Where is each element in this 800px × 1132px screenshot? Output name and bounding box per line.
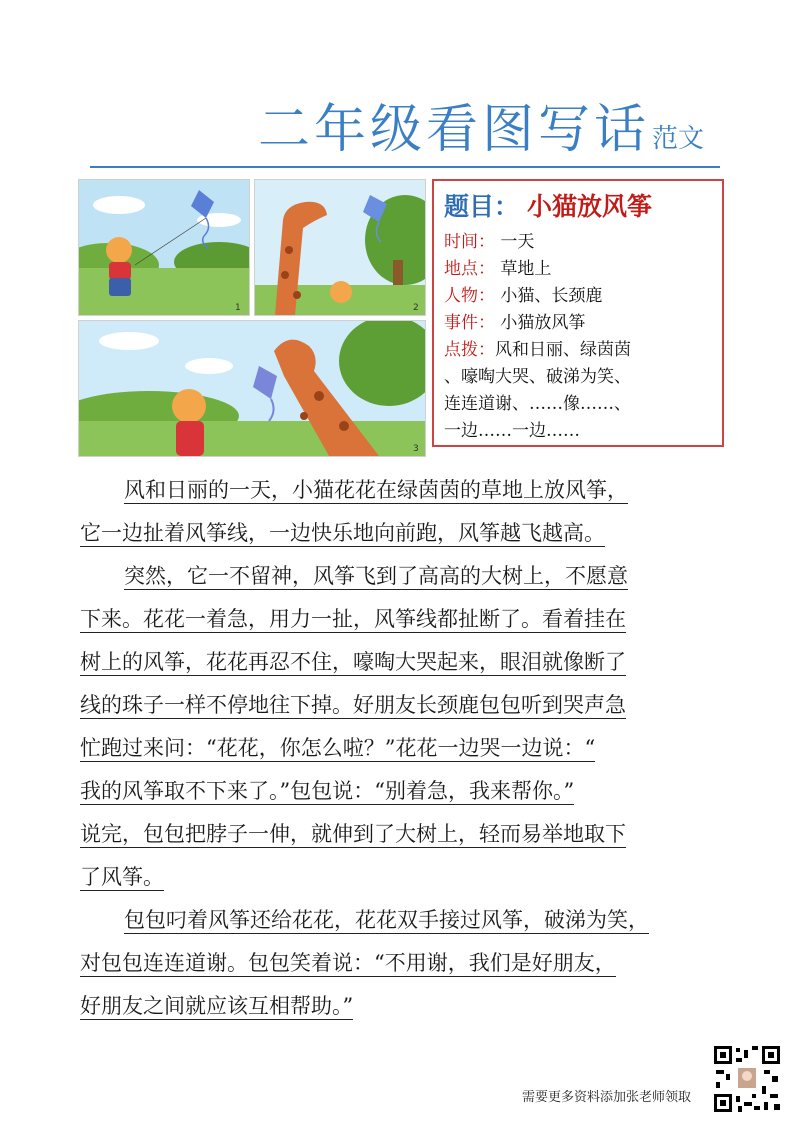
info-label: 地点：	[444, 259, 495, 279]
essay-line-text: 好朋友之间就应该互相帮助。”	[80, 994, 354, 1018]
essay-line	[80, 943, 710, 986]
essay-line	[80, 556, 710, 599]
picture-panel-1	[78, 179, 250, 316]
info-value: 草地上	[500, 259, 552, 279]
essay-body	[80, 470, 710, 1029]
tip-line: 连连道谢、……像……、	[444, 394, 631, 414]
essay-line-text: 说完，包包把脖子一伸，就伸到了大树上，轻而易举地取下	[80, 822, 626, 846]
essay-line-text: 我的风筝取不下来了。”包包说：“别着急，我来帮你。”	[80, 779, 575, 803]
panel-number-3: 3	[413, 444, 419, 454]
essay-line	[80, 599, 710, 642]
essay-line	[80, 900, 710, 943]
info-value: 小猫放风筝	[500, 313, 586, 333]
qr-code	[712, 1044, 782, 1114]
essay-line-text: 风和日丽的一天，小猫花花在绿茵茵的草地上放风筝，	[124, 478, 628, 502]
footer-note: 需要更多资料添加张老师领取	[522, 1090, 692, 1105]
header-divider	[90, 166, 720, 168]
essay-line-text: 对包包连连道谢。包包笑着说：“不用谢，我们是好朋友，	[80, 951, 616, 975]
essay-line	[80, 857, 710, 900]
picture-panel-3	[78, 320, 426, 457]
essay-line-text: 线的珠子一样不停地往下掉。好朋友长颈鹿包包听到哭声急	[80, 693, 626, 717]
tip-line	[444, 337, 712, 364]
essay-line	[80, 642, 710, 685]
tips-section	[444, 337, 712, 445]
info-label: 时间：	[444, 232, 495, 252]
info-box	[432, 179, 724, 447]
essay-line	[80, 470, 710, 513]
info-value: 一天	[500, 232, 535, 252]
info-row-characters	[444, 283, 712, 310]
essay-line	[80, 728, 710, 771]
topic-row	[444, 189, 712, 225]
essay-line	[80, 685, 710, 728]
essay-line	[80, 986, 710, 1029]
essay-line-text: 下来。花花一着急，用力一扯，风筝线都扯断了。看着挂在	[80, 607, 626, 631]
essay-line-text: 包包叼着风筝还给花花，花花双手接过风筝，破涕为笑，	[124, 908, 649, 932]
info-row-event	[444, 310, 712, 337]
picture-panel-2	[254, 179, 426, 316]
page-title: 二年级看图写话	[258, 100, 651, 160]
essay-line	[80, 814, 710, 857]
info-value: 小猫、长颈鹿	[500, 286, 603, 306]
topic-value: 小猫放风筝	[526, 192, 652, 221]
essay-line	[80, 771, 710, 814]
page-header	[250, 100, 730, 166]
info-label: 事件：	[444, 313, 495, 333]
tip-text: 风和日丽、绿茵茵	[495, 340, 631, 360]
info-row-place	[444, 256, 712, 283]
essay-line	[80, 513, 710, 556]
topic-label: 题目：	[444, 192, 520, 221]
essay-line-text: 了风筝。	[80, 865, 164, 889]
tip-line: 一边……一边……	[444, 421, 580, 441]
essay-line-text: 它一边扯着风筝线，一边快乐地向前跑，风筝越飞越高。	[80, 521, 605, 545]
page-subtitle: 范文	[652, 124, 705, 154]
panel-number-1: 1	[235, 303, 241, 313]
info-label: 人物：	[444, 286, 495, 306]
tip-line: 、嚎啕大哭、破涕为笑、	[444, 367, 631, 387]
essay-line-text: 忙跑过来问：“花花，你怎么啦？”花花一边哭一边说：“	[80, 736, 596, 760]
tip-label: 点拨：	[444, 340, 495, 360]
info-row-time	[444, 229, 712, 256]
essay-line-text: 突然，它一不留神，风筝飞到了高高的大树上，不愿意	[124, 564, 628, 588]
panel-number-2: 2	[413, 303, 419, 313]
essay-line-text: 树上的风筝，花花再忍不住，嚎啕大哭起来，眼泪就像断了	[80, 650, 626, 674]
